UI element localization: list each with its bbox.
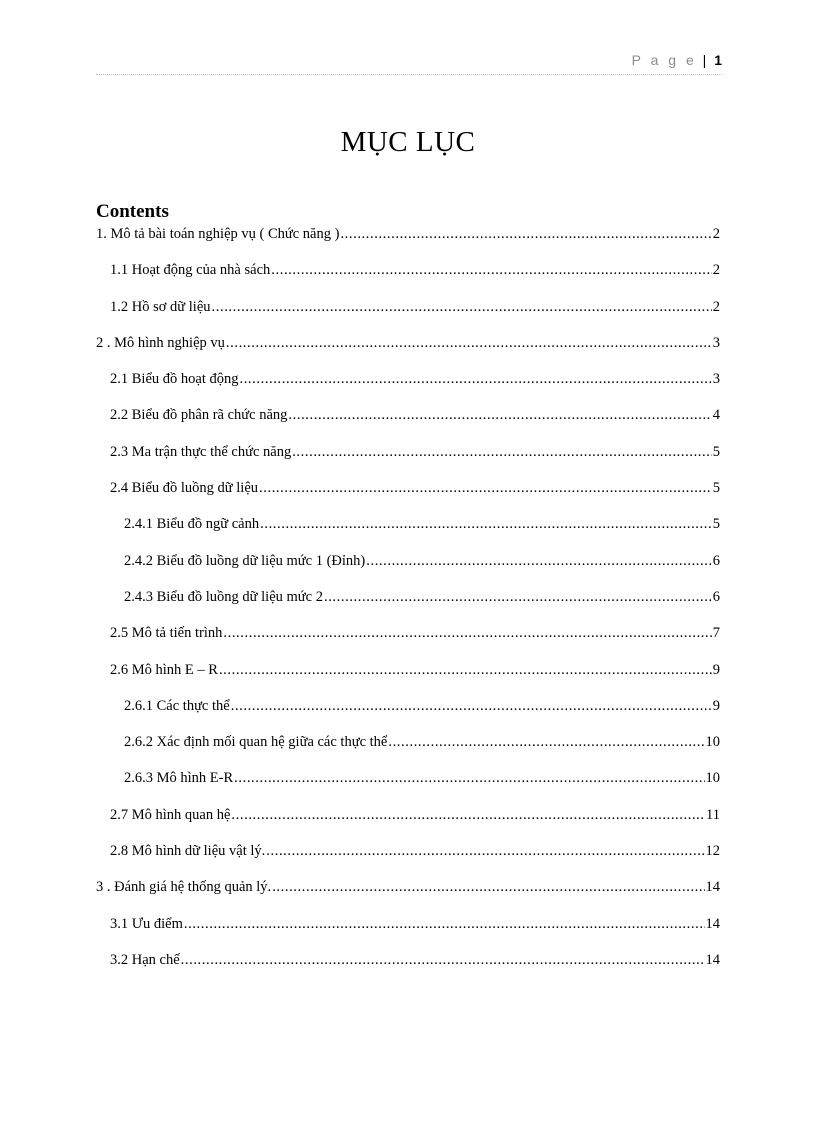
toc-dot-leader xyxy=(181,952,705,969)
toc-entry-title: 2.6.3 Mô hình E-R xyxy=(124,770,234,787)
toc-entry[interactable] xyxy=(96,734,720,770)
toc-entry-page: 3 xyxy=(712,334,720,351)
toc-entry-page: 12 xyxy=(705,843,720,860)
header-divider xyxy=(96,74,722,75)
toc-entry-title: 3.1 Ưu điểm xyxy=(110,915,183,932)
toc-entry[interactable] xyxy=(96,371,720,407)
toc-dot-leader xyxy=(231,807,705,824)
toc-entry-page: 6 xyxy=(712,588,720,605)
toc-entry-page: 2 xyxy=(712,226,720,242)
toc-entry-page: 11 xyxy=(706,806,720,823)
toc-entry-page: 14 xyxy=(705,879,720,896)
toc-entry-page: 2 xyxy=(712,262,720,279)
toc-dot-leader xyxy=(234,770,704,787)
toc-entry-title: 2.8 Mô hình dữ liệu vật lý. xyxy=(110,843,266,860)
toc-entry-page: 6 xyxy=(712,552,720,569)
toc-dot-leader xyxy=(239,371,711,388)
toc-entry-page: 5 xyxy=(712,480,720,497)
toc-entry[interactable] xyxy=(96,879,720,915)
toc-entry-page: 7 xyxy=(712,625,720,642)
toc-dot-leader xyxy=(340,226,711,243)
toc-entry-page: 5 xyxy=(712,516,720,533)
page-label: P a g e xyxy=(631,52,697,68)
toc-entry[interactable] xyxy=(96,589,720,625)
toc-entry-title: 2.7 Mô hình quan hệ xyxy=(110,806,231,823)
toc-dot-leader xyxy=(292,444,712,461)
toc-entry[interactable] xyxy=(96,952,720,988)
toc-entry[interactable] xyxy=(96,226,720,262)
toc-entry[interactable] xyxy=(96,335,720,371)
toc-entry[interactable] xyxy=(96,553,720,589)
toc-entry-title: 2.4.2 Biểu đồ luồng dữ liệu mức 1 (Đỉnh) xyxy=(124,552,366,569)
toc-dot-leader xyxy=(366,553,712,570)
toc-entry-title: 2.5 Mô tả tiến trình xyxy=(110,625,223,642)
toc-entry-title: 2.4.1 Biểu đồ ngữ cảnh xyxy=(124,516,260,533)
toc-entry-title: 2.6 Mô hình E – R xyxy=(110,661,218,678)
toc-dot-leader xyxy=(184,916,705,933)
toc-entry-page: 14 xyxy=(705,951,720,968)
toc-entry[interactable] xyxy=(96,299,720,335)
toc-entry-title: 2.3 Ma trận thực thể chức năng xyxy=(110,443,292,460)
toc-entry-page: 9 xyxy=(712,697,720,714)
toc-entry[interactable] xyxy=(96,625,720,661)
document-title: MỤC LỤC xyxy=(340,126,476,158)
toc-entry-page: 14 xyxy=(705,915,720,932)
toc-dot-leader xyxy=(260,516,712,533)
toc-dot-leader xyxy=(272,879,704,896)
toc-dot-leader xyxy=(223,625,711,642)
toc-entry-title: 2.2 Biểu đồ phân rã chức năng xyxy=(110,407,288,424)
table-of-contents xyxy=(96,226,720,988)
toc-entry-title: 1. Mô tả bài toán nghiệp vụ ( Chức năng ) xyxy=(96,226,340,242)
toc-entry[interactable] xyxy=(96,407,720,443)
toc-entry-page: 9 xyxy=(712,661,720,678)
toc-entry[interactable] xyxy=(96,770,720,806)
toc-entry[interactable] xyxy=(96,444,720,480)
toc-dot-leader xyxy=(324,589,712,606)
toc-entry-page: 10 xyxy=(705,770,720,787)
toc-entry-title: 2.6.2 Xác định mối quan hệ giữa các thực thể xyxy=(124,734,388,751)
toc-entry[interactable] xyxy=(96,480,720,516)
toc-entry-title: 1.1 Hoạt động của nhà sách xyxy=(110,262,271,279)
toc-entry-page: 2 xyxy=(712,298,720,315)
toc-entry[interactable] xyxy=(96,916,720,952)
toc-dot-leader xyxy=(212,299,712,316)
toc-dot-leader xyxy=(219,662,712,679)
contents-heading: Contents xyxy=(96,201,169,222)
toc-entry[interactable] xyxy=(96,698,720,734)
page-separator: | xyxy=(702,52,707,68)
toc-entry-page: 10 xyxy=(705,734,720,751)
page-header xyxy=(96,52,722,72)
toc-entry[interactable] xyxy=(96,262,720,298)
toc-dot-leader xyxy=(259,480,712,497)
toc-entry-title: 2.6.1 Các thực thể xyxy=(124,697,230,714)
toc-dot-leader xyxy=(231,698,712,715)
toc-entry-title: 3 . Đánh giá hệ thống quản lý. xyxy=(96,879,272,896)
toc-entry[interactable] xyxy=(96,516,720,552)
toc-entry-title: 1.2 Hồ sơ dữ liệu xyxy=(110,298,211,315)
toc-entry[interactable] xyxy=(96,843,720,879)
page-number: 1 xyxy=(714,52,722,68)
toc-dot-leader xyxy=(388,734,704,751)
toc-entry-title: 2.4 Biểu đồ luồng dữ liệu xyxy=(110,480,259,497)
toc-dot-leader xyxy=(226,335,712,352)
toc-entry-title: 3.2 Hạn chế xyxy=(110,951,180,968)
toc-entry[interactable] xyxy=(96,807,720,843)
toc-entry-title: 2.1 Biểu đồ hoạt động xyxy=(110,371,239,388)
toc-entry-title: 2 . Mô hình nghiệp vụ xyxy=(96,334,225,351)
toc-dot-leader xyxy=(271,262,711,279)
toc-entry-page: 5 xyxy=(712,443,720,460)
toc-entry-title: 2.4.3 Biểu đồ luồng dữ liệu mức 2 xyxy=(124,588,323,605)
toc-dot-leader xyxy=(288,407,711,424)
toc-dot-leader xyxy=(266,843,704,860)
toc-entry[interactable] xyxy=(96,662,720,698)
toc-entry-page: 3 xyxy=(712,371,720,388)
toc-entry-page: 4 xyxy=(712,407,720,424)
